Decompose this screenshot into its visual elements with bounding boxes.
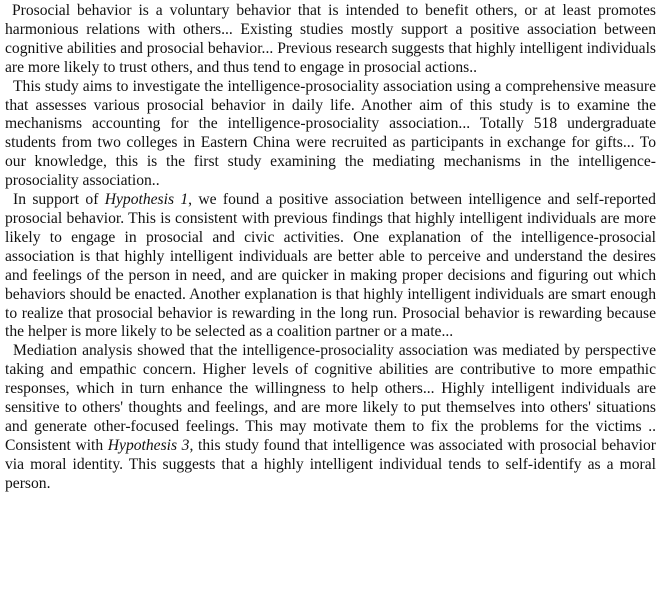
- paragraph-hypothesis-1-results: [5, 191, 656, 342]
- paragraph-mediation-analysis: [5, 342, 656, 493]
- text-run: Prosocial behavior is a voluntary behavior that is intended to benefit others, or at least promotes harmonious relations with others... Existing studies mostly support a positive association between cognitive abilities and prosocial behavior... Previous research suggests that highly intelligent individuals are more likely to trust others, and thus tend to engage in prosocial actions..: [5, 2, 656, 76]
- text-run: Mediation analysis showed that the intelligence-prosociality association was mediated by perspective taking and empathic concern. Higher levels of cognitive abilities are contributive to more empathic responses, which in turn enhance the willingness to help others... Highly intelligent individuals are sensitive to others' thoughts and feelings, and are more likely to put themselves into others' situations and generate other-focused feelings. This may motivate them to fix the problems for the victims .. Consistent with: [5, 342, 656, 454]
- paragraph-study-aims: [5, 78, 656, 191]
- text-run: In support of: [13, 191, 105, 209]
- text-run: This study aims to investigate the intelligence-prosociality association using a comprehensive measure that assesses various prosocial behavior in daily life. Another aim of this study is to examine the mechanisms accounting for the intelligence-prosociality association... Totally 518 undergraduate students from two colleges in Eastern China were recruited as participants in exchange for gifts... To our knowledge, this is the first study examining the mediating mechanisms in the intelligence-prosociality association..: [5, 77, 656, 190]
- paragraph-prosocial-definition: [5, 2, 656, 78]
- text-run: , this study found that intelligence was associated with prosocial behavior via moral identity. This suggests that a highly intelligent individual tends to self-identify as a moral person.: [5, 436, 656, 492]
- text-run: , we found a positive association between intelligence and self-reported prosocial behavior. This is consistent with previous findings that highly intelligent individuals are more likely to engage in prosocial and civic activities. One explanation of the intelligence-prosocial association is that highly intelligent individuals are better able to perceive and understand the desires and feelings of the person in need, and are quicker in making proper decisions and figuring out which behaviors should be enacted. Another explanation is that highly intelligent individuals are smart enough to realize that prosocial behavior is rewarding in the long run. Prosocial behavior is rewarding because the helper is more likely to be selected as a coalition partner or a mate...: [5, 191, 656, 341]
- hypothesis-label: Hypothesis 3: [107, 436, 190, 454]
- hypothesis-label: Hypothesis 1: [104, 191, 189, 209]
